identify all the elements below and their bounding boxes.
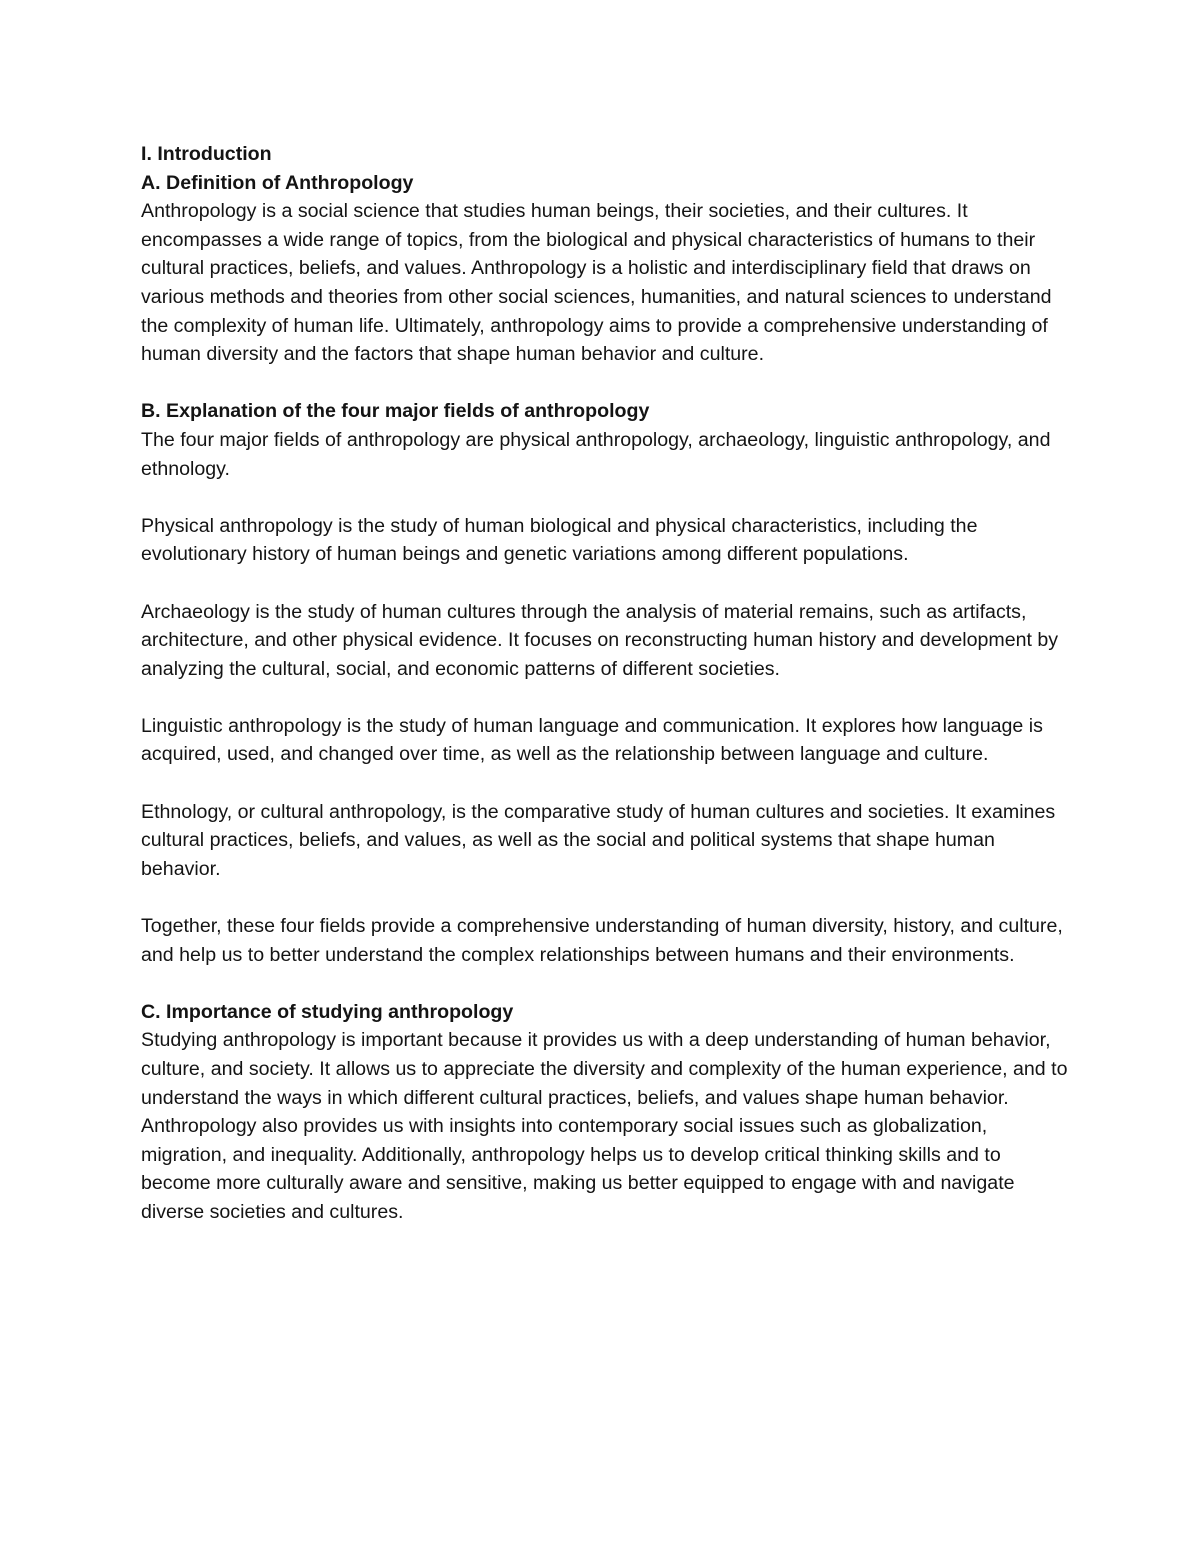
four-fields-intro-paragraph: The four major fields of anthropology are physical anthropology, archaeology, linguistic anthropology, and ethnology.	[141, 428, 1051, 480]
document-body	[141, 140, 1071, 1227]
subsection-c-heading: C. Importance of studying anthropology	[141, 1000, 514, 1023]
subsection-b-heading: B. Explanation of the four major fields of anthropology	[141, 400, 650, 423]
linguistic-anthropology-paragraph: Linguistic anthropology is the study of human language and communication. It explores how language is acquired, used, and changed over time, as well as the relationship between language and culture.	[141, 714, 1043, 766]
ethnology-paragraph: Ethnology, or cultural anthropology, is the comparative study of human cultures and societies. It examines cultural practices, beliefs, and values, as well as the social and political systems that shape human behavior.	[141, 800, 1056, 880]
archaeology-paragraph: Archaeology is the study of human cultures through the analysis of material remains, such as artifacts, architecture, and other physical evidence. It focuses on reconstructing human history and development by analyzing the cultural, social, and economic patterns of different societies.	[141, 600, 1059, 680]
paragraph-spacer	[141, 769, 1071, 798]
importance-paragraph: Studying anthropology is important because it provides us with a deep understanding of human behavior, culture, and society. It allows us to appreciate the diversity and complexity of the human experience, and to understand the ways in which different cultural practices, beliefs, and values shape human behavior. Anthropology also provides us with insights into contemporary social issues such as globalization, migration, and inequality. Additionally, anthropology helps us to develop critical thinking skills and to become more culturally aware and sensitive, making us better equipped to engage with and navigate diverse societies and cultures.	[141, 1029, 1068, 1223]
paragraph-spacer	[141, 569, 1071, 598]
section-title: I. Introduction	[141, 143, 272, 165]
subsection-a-heading: A. Definition of Anthropology	[141, 171, 414, 194]
four-fields-conclusion-paragraph: Together, these four fields provide a comprehensive understanding of human diversity, history, and culture, and help us to better understand the complex relationships between humans and their environments.	[141, 915, 1063, 966]
paragraph-spacer	[141, 883, 1071, 912]
physical-anthropology-paragraph: Physical anthropology is the study of human biological and physical characteristics, including the evolutionary history of human beings and genetic variations among different populations.	[141, 514, 978, 566]
paragraph-spacer	[141, 969, 1071, 998]
paragraph-spacer	[141, 683, 1071, 712]
paragraph-spacer	[141, 369, 1071, 398]
definition-paragraph: Anthropology is a social science that studies human beings, their societies, and their cultures. It encompasses a wide range of topics, from the biological and physical characteristics of humans to their cultural practices, beliefs, and values. Anthropology is a holistic and interdisciplinary field that draws on various methods and theories from other social sciences, humanities, and natural sciences to understand the complexity of human life. Ultimately, anthropology aims to provide a comprehensive understanding of human diversity and the factors that shape human behavior and culture.	[141, 200, 1052, 366]
paragraph-spacer	[141, 483, 1071, 512]
